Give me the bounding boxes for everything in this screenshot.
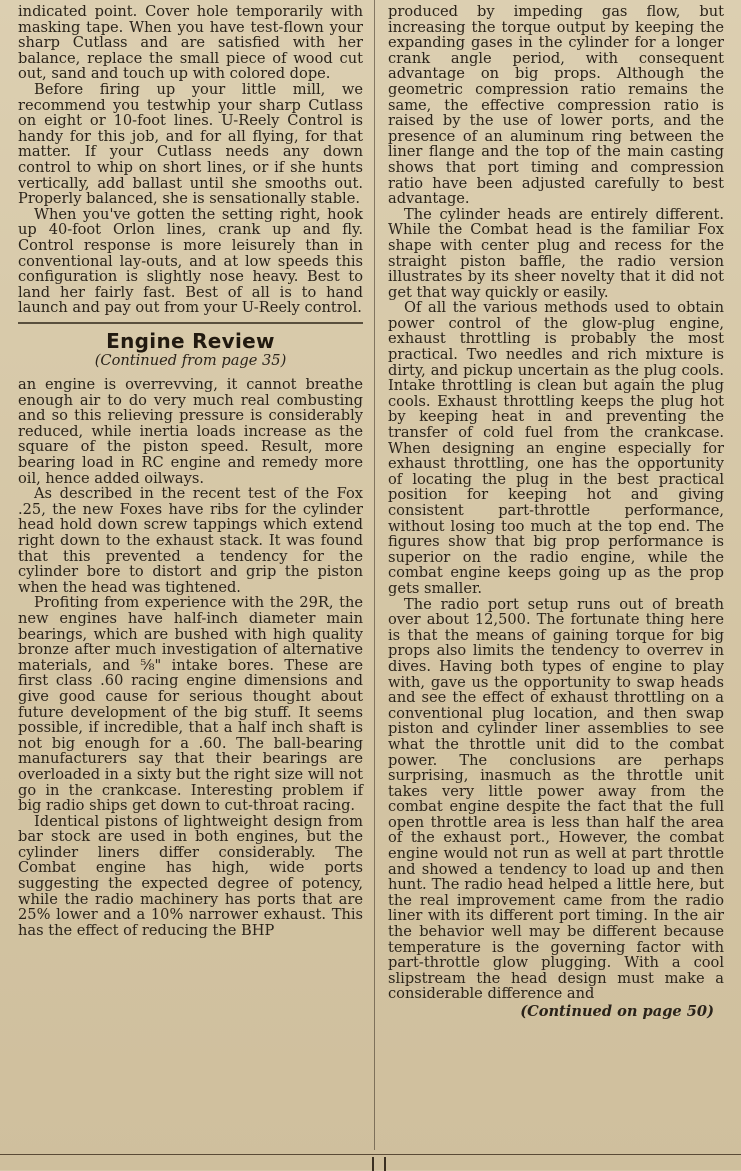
section-divider bbox=[18, 322, 363, 324]
paragraph-exhaust-throttling: Of all the various methods used to obtain power control of the glow-plug engine, exhaust throttling is probably the most practical. Two needles and rich mixture is dirty, and pickup uncertain as the plug cools. Intake throttling is clean but again the plug cools. Exhaust throttling keeps the plug hot by keeping heat in and preventing the transfer of cold fuel from the crankcase. When designing an engine especially for exhaust throttling, one has the opportunity of locating the plug in the best practical position for keeping hot and giving consistent part-throttle performance, without losing too much at the top end. The figures show that big prop performance is superior on the radio engine, while the combat engine keeps going up as the prop gets smaller. bbox=[388, 299, 724, 597]
paragraph-cutlass-balance: indicated point. Cover hole temporarily with masking tape. When you have test-flown your sharp Cutlass and are satisfied with her balance, replace the small piece of wood cut out, sand and touch up with colored dope. bbox=[18, 3, 363, 83]
left-column bbox=[18, 4, 363, 938]
paragraph-radio-port: The radio port setup runs out of breath over about 12,500. The fortunate thing here is that the means of gaining torque for big props also limits the tendency to overrev in dives. Having both types of engine to play with, gave us the opportunity to swap heads and see the effect of exhaust throttling on a conventional plug location, and then swap piston and cylinder liner assemblies to see what the throttle unit did to the combat power. The conclusions are perhaps surprising, inasmuch as the throttle unit takes very little power away from the combat engine despite the fact that the full open throttle area is less than half the area of the exhaust port., However, the combat engine would not run as well at part throttle and showed a tendency to load up and then hunt. The radio head helped a little here, but the real improvement came from the radio liner with its different port timing. In the air the behavior well may be different because temperature is the governing factor with part-throttle glow plugging. With a cool slipstream the head design must make a considerable difference and bbox=[388, 595, 724, 1003]
paragraph-overrevving: an engine is overrevving, it cannot breathe enough air to do very much real combusting and so this relieving pressure is considerably reduced, while inertia loads increase as the square of the piston speed. Result, more bearing load in RC engine and remedy more oil, hence added oilways. bbox=[18, 376, 363, 487]
section-heading: Engine Review bbox=[106, 328, 275, 353]
paragraph-pistons: Identical pistons of lightweight design from bar stock are used in both engines, but the cylinder liners differ considerably. The Combat engine has high, wide ports suggesting the expected degree of potency, while the radio machinery has ports that are 25% lower and a 10% narrower exhaust. This has the effect of reducing the BHP bbox=[18, 812, 363, 939]
continued-from-note: (Continued from page 35) bbox=[94, 352, 287, 370]
column-divider bbox=[374, 0, 375, 1150]
continued-on-note: (Continued on page 50) bbox=[520, 1003, 714, 1020]
paragraph-testwhip: Before firing up your little mill, we recommend you testwhip your sharp Cutlass on eight or 10-foot lines. U-Reely Control is handy for this job, and for all flying, for that matter. If your Cutlass needs any down control to whip on short lines, or if she hunts vertically, add ballast until she smooths out. Properly balanced, she is sensationally stable. bbox=[18, 80, 363, 208]
paragraph-bearings: Profiting from experience with the 29R, the new engines have half-inch diameter main bearings, which are bushed with high quality bronze after much investigation of alternative materials, and ⅝" intake bores. These are first class .60 racing engine dimensions and give good cause for serious thought about future development of the big stuff. It seems possible, if incredible, that a half inch shaft is not big enough for a .60. The ball-bearing manufacturers say that their bearings are overloaded in a sixty but the right size will not go in the crankcase. Interesting problem if big radio ships get down to cut-throat racing. bbox=[18, 594, 363, 815]
right-column bbox=[388, 4, 724, 1020]
bottom-rule-mark bbox=[384, 1157, 386, 1171]
bottom-rule-mark bbox=[372, 1157, 374, 1171]
paragraph-cylinder-heads: The cylinder heads are entirely different. While the Combat head is the familiar Fox shape with center plug and recess for the straight piston baffle, the radio version illustrates by its sheer novelty that it did not get that way quickly or easily. bbox=[388, 205, 724, 301]
paragraph-fly: When you've gotten the setting right, hook up 40-foot Orlon lines, crank up and fly. Control response is more leisurely than in conventional lay-outs, and at low speeds this configuration is slightly nose heavy. Best to land her fairly fast. Best of all is to hand launch and pay out from your U-Reely control. bbox=[18, 205, 363, 317]
paragraph-torque: produced by impeding gas flow, but increasing the torque output by keeping the expanding gases in the cylinder for a longer crank angle period, with consequent advantage on big props. Although the geometric compression ratio remains the same, the effective compression ratio is raised by the use of lower ports, and the presence of an aluminum ring between the liner flange and the top of the main casting shows that port timing and compression ratio have been adjusted carefully to best advantage. bbox=[388, 3, 724, 208]
paragraph-fox-ribs: As described in the recent test of the Fox .25, the new Foxes have ribs for the cylinder head hold down screw tappings which extend right down to the exhaust stack. It was found that this prevented a tendency for the cylinder bore to distort and grip the piston when the head was tightened. bbox=[18, 485, 363, 596]
bottom-border bbox=[0, 1154, 741, 1171]
